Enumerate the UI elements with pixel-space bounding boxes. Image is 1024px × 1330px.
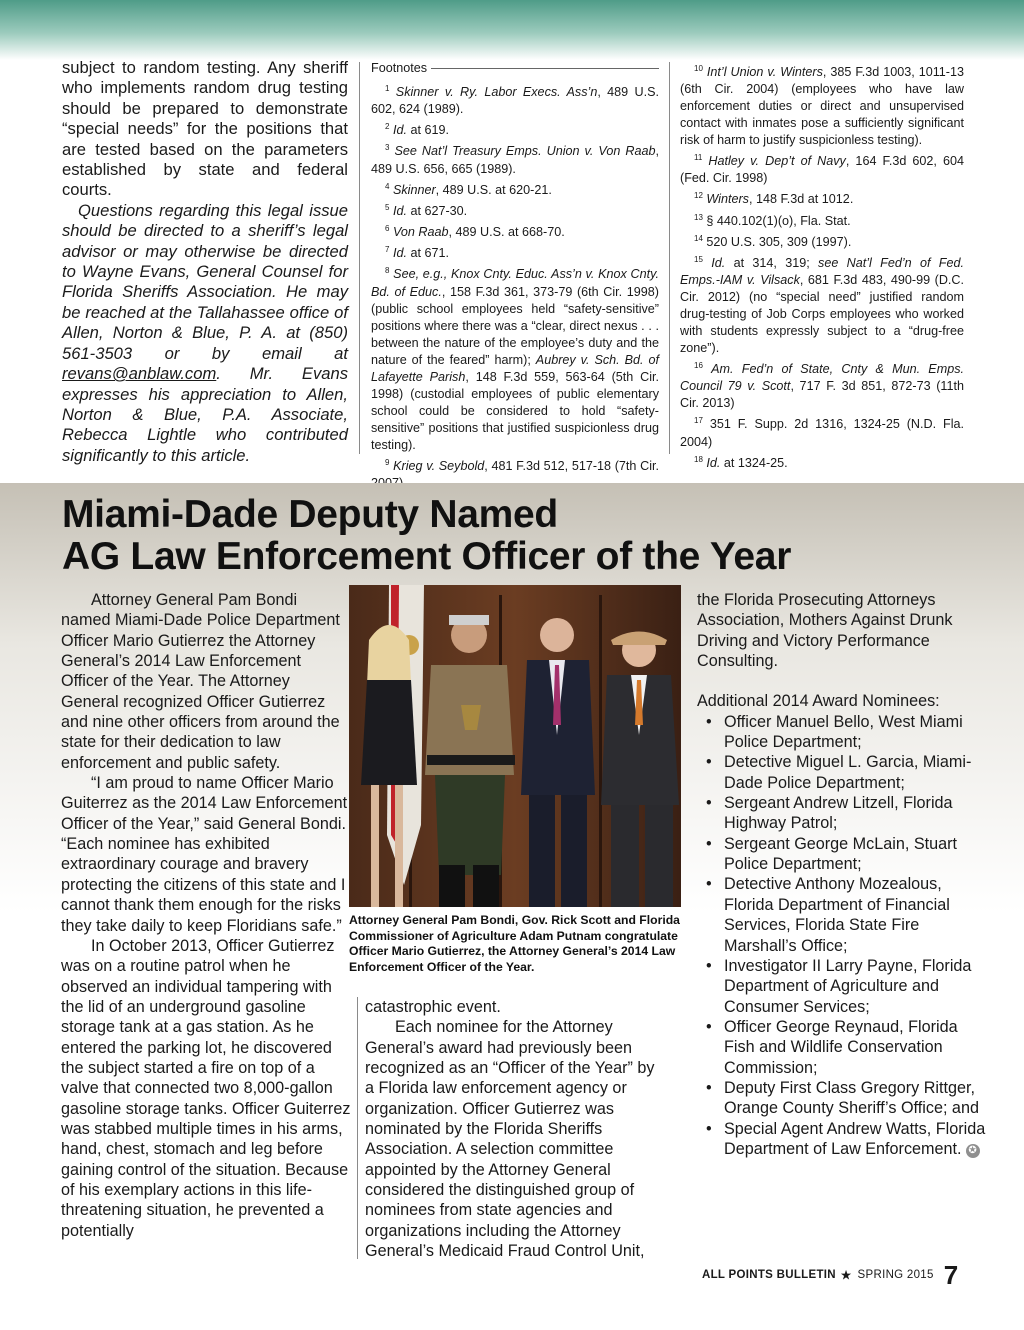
footnote: $^{18}$ Id. at 1324-25. <box>694 454 788 470</box>
publication-name: ALL POINTS BULLETIN <box>702 1269 836 1281</box>
footnote-number: 16 <box>694 361 703 371</box>
footnote-number: 2 <box>385 122 390 132</box>
footnotes-column-1 <box>371 60 659 492</box>
page-number: 7 <box>943 1260 959 1290</box>
list-item: • Officer Manuel Bello, West Miami Police Department; <box>697 712 987 753</box>
footnote: $^1$ Skinner v. Ry. Labor Execs. Ass’n, 489 U.S. 602, 624 (1989). <box>371 84 660 117</box>
footnotes-rule <box>431 68 659 69</box>
issue-date: SPRING 2015 <box>857 1269 934 1281</box>
footnote-number: 17 <box>694 416 703 426</box>
footnote-number: 14 <box>694 233 703 243</box>
list-item: • Deputy First Class Gregory Rittger, Orange County Sheriff’s Office; and <box>697 1078 987 1119</box>
column-divider <box>669 62 670 454</box>
footnote: $^4$ Skinner, 489 U.S. at 620-21. <box>385 181 552 197</box>
article-paragraph: catastrophic event. <box>365 998 501 1016</box>
footnote: $^{14}$ 520 U.S. 305, 309 (1997). <box>694 233 852 249</box>
footnote: $^5$ Id. at 627-30. <box>385 202 468 218</box>
list-item: • Investigator II Larry Payne, Florida Department of Agriculture and Consumer Services; <box>697 956 987 1017</box>
footnote-number: 15 <box>694 254 703 264</box>
footnote: $^7$ Id. at 671. <box>385 245 449 261</box>
footnote-number: 3 <box>385 143 390 153</box>
article-column-2 <box>365 997 655 1261</box>
footnote-number: 13 <box>694 212 703 222</box>
end-mark-icon: ✪ <box>966 1144 980 1158</box>
footnote-number: 18 <box>694 454 703 464</box>
footnote: $^6$ Von Raab, 489 U.S. at 668-70. <box>385 223 565 240</box>
footnote-number: 8 <box>385 266 390 276</box>
footnote-number: 7 <box>385 245 390 255</box>
article-column-1 <box>61 590 351 1241</box>
footnote: $^{10}$ Int’l Union v. Winters, 385 F.3d 1003, 1011-13 (6th Cir. 2004) (employees who have law enforcement duties or direct and unsupervised contact with inmates pose a sufficiently significant risk of harm to justify suspicionless testing). <box>680 64 965 148</box>
article-continuation <box>62 58 348 466</box>
column-divider <box>357 997 358 1259</box>
footnote-number: 1 <box>385 84 390 93</box>
footnote: $^{11}$ Hatley v. Dep’t of Navy, 164 F.3d 602, 604 (Fed. Cir. 1998) <box>680 153 964 186</box>
footnotes-column-2 <box>680 60 964 472</box>
nominees-list <box>697 712 987 1160</box>
footnote: $^{15}$ Id. at 314, 319; see Nat’l Fed’n of Fed. Emps.-IAM v. Vilsack, 681 F.3d 483, 490-99 (D.C. Cir. 2012) (no “special need” justified random drug-testing of Job Corps employees who worked with students expressly subject to a “drug-free zone”). <box>680 254 965 356</box>
list-item: • Detective Miguel L. Garcia, Miami-Dade Police Department; <box>697 752 987 793</box>
list-item: • Officer George Reynaud, Florida Fish and Wildlife Conservation Commission; <box>697 1017 987 1078</box>
footnote-number: 4 <box>385 181 390 191</box>
footnote-number: 6 <box>385 223 390 233</box>
article-paragraph: In October 2013, Officer Gutierrez was on a routine patrol when he observed an individual tampering with the lid of an underground gasoline storage tank at a gas station. As he entered the parking lot, he discovered the subject started a fire on top of a valve that connected two 8,000-gallon gasoline storage tanks. Officer Guiterrez was stabbed multiple times in his arms, hand, chest, stomach and leg before gaining control of the situation. Because of his exemplary actions in this life-threatening situation, he prevented a potentially <box>61 936 351 1240</box>
footnote: $^{16}$ Am. Fed’n of State, Cnty & Mun. Emps. Council 79 v. Scott, 717 F. 3d 851, 872-73 (11th Cir. 2013) <box>680 361 965 411</box>
photo-caption: Attorney General Pam Bondi, Gov. Rick Scott and Florida Commissioner of Agriculture Adam Putnam congratulate Officer Mario Gutierrez, the Attorney General’s 2014 Law Enforcement Officer of the Year. <box>349 913 680 974</box>
article-paragraph: Attorney General Pam Bondi named Miami-Dade Police Department Officer Mario Gutierrez the Attorney General’s 2014 Law Enforcement Officer of the Year. The Attorney General recognized Officer Gutierrez and nine other officers from around the state for their dedication to law enforcement and public safety. <box>61 591 340 772</box>
footnote: $^2$ Id. at 619. <box>385 122 449 138</box>
footnote: $^{17}$ 351 F. Supp. 2d 1316, 1324-25 (N.D. Fla. 2004) <box>680 416 965 449</box>
article-headline <box>62 494 962 578</box>
footnote: $^9$ Krieg v. Seybold, 481 F.3d 512, 517-18 (7th Cir. <box>385 457 659 473</box>
email-link[interactable]: revans@anblaw.com <box>62 364 217 384</box>
footnote-number: 5 <box>385 202 390 212</box>
footnotes-label: Footnotes <box>371 61 428 75</box>
top-color-band <box>0 0 1024 60</box>
footnote-number: 10 <box>694 64 703 73</box>
award-photo <box>349 585 681 907</box>
list-item: • Detective Anthony Mozealous, Florida Department of Financial Services, Florida State Fire Marshall’s Office; <box>697 874 987 955</box>
footnote: $^{12}$ Winters, 148 F.3d at 1012. <box>694 191 854 207</box>
list-item: • Sergeant George McLain, Stuart Police Department; <box>697 834 987 875</box>
column-divider <box>359 62 360 454</box>
list-item: • Sergeant Andrew Litzell, Florida Highway Patrol; <box>697 793 987 834</box>
article-paragraph: “I am proud to name Officer Mario Guiterrez as the 2014 Law Enforcement Officer of the Year,” said General Bondi. “Each nominee has exhibited extraordinary courage and bravery protecting the citizens of this state and I cannot thank them enough for the risks they take daily to keep Floridians safe.” <box>61 774 348 935</box>
list-item: • Special Agent Andrew Watts, Florida Department of Law Enforcement. ✪ <box>697 1119 987 1160</box>
footnote-number: 9 <box>385 457 390 467</box>
contact-paragraph: Questions regarding this legal issue should be directed to a sheriff’s legal advisor or may otherwise be directed to Wayne Evans, General Counsel for Florida Sheriffs Association. He may be reached at the Tallahassee office of Allen, Norton & Blue, P. A. at (850) 561-3503 or by email at revans@anblaw.com. Mr. Evans expresses his appreciation to Allen, Norton & Blue, P.A. Associate, Rebecca Lightle who contributed significantly to this article. <box>62 200 348 465</box>
footnote: $^8$ See, e.g., Knox Cnty. Educ. Ass’n v. Knox Cnty. Bd. of Educ., 158 F.3d 361, 373-79 (6th Cir. 1998) (public school employees held “safety-sensitive” positions where there was a “clear, direct nexus . . . between the nature of the employee’s duty and the nature of the feared” harm); Aubrey v. Sch. Bd. of Lafayette Parish, 148 F.3d 559, 563-64 (5th Cir. 1998) (custodial employees of public elementary school could be considered to hold “safety-sensitive” positions that justified suspicionless drug testing). <box>371 266 660 452</box>
award-photo-illustration <box>349 585 681 907</box>
nominees-heading: Additional 2014 Award Nominees: <box>697 692 940 711</box>
headline-line-1: Miami-Dade Deputy Named <box>62 493 558 536</box>
page-footer <box>702 1262 958 1288</box>
article-column-3 <box>697 590 987 1159</box>
footnotes-header <box>371 60 659 77</box>
headline-line-2: AG Law Enforcement Officer of the Year <box>62 535 792 578</box>
article-paragraph: Each nominee for the Attorney General’s award had previously been recognized as an “Officer of the Year” by a Florida law enforcement agency or organization. Officer Gutierrez was nominated by the Florida Sheriffs Association. A selection committee appointed by the Attorney General considered the distinguished group of nominees from state agencies and organizations including the Attorney General’s Medicaid Fraud Control Unit, <box>365 1018 655 1261</box>
star-icon: ★ <box>840 1270 852 1282</box>
footnote: $^{13}$ § 440.102(1)(o), Fla. Stat. <box>694 212 851 228</box>
article-paragraph: the Florida Prosecuting Attorneys Association, Mothers Against Drunk Driving and Victory Performance Consulting. <box>697 591 953 671</box>
footnote: $^3$ See Nat’l Treasury Emps. Union v. Von Raab, 489 U.S. 656, 665 (1989). <box>371 143 659 176</box>
footnote-number: 12 <box>694 191 703 201</box>
continuation-paragraph: subject to random testing. Any sheriff who implements random drug testing should be prepared to demonstrate “special needs” for the positions that are tested based on the parameters established by state and federal courts. <box>62 58 348 200</box>
footnote-number: 11 <box>694 153 703 163</box>
